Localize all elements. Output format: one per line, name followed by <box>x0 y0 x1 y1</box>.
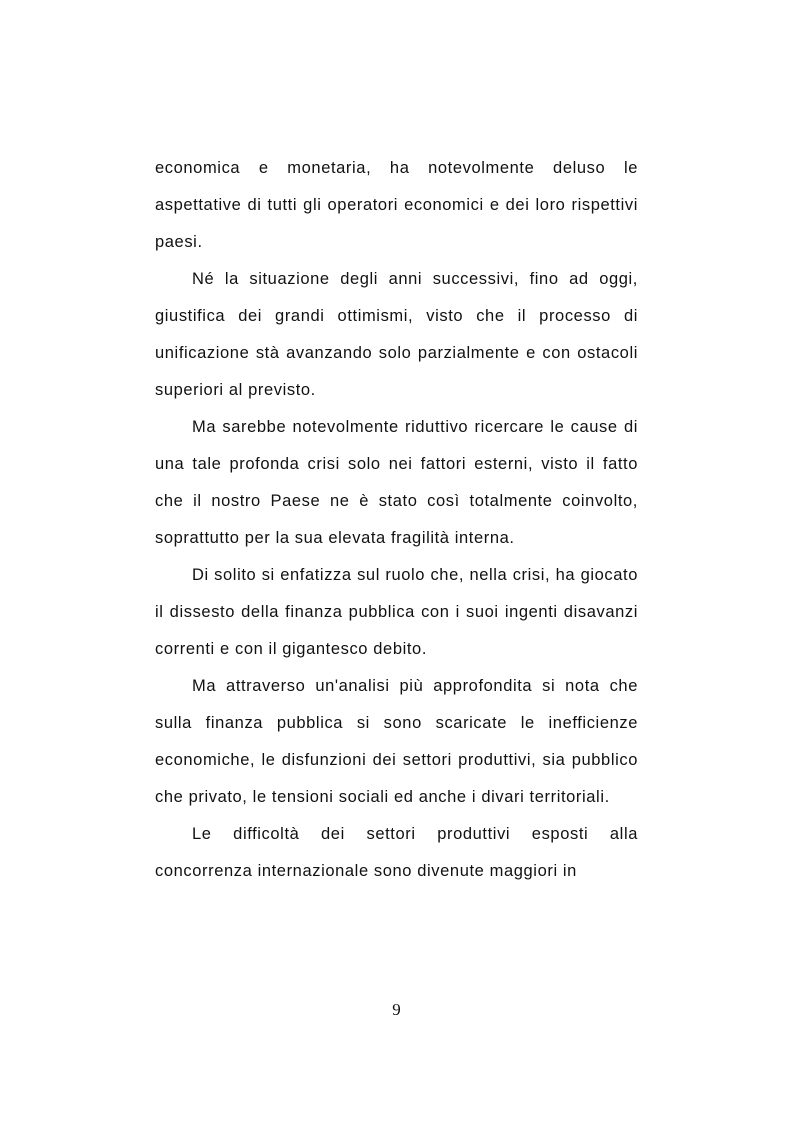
body-text <box>155 150 638 890</box>
paragraph-continued: economica e monetaria, ha notevolmente deluso le aspettative di tutti gli operatori economici e dei loro rispettivi paesi. <box>155 159 638 251</box>
page-number: 9 <box>392 1000 401 1019</box>
paragraph-truncated: Le difficoltà dei settori produttivi esposti alla concorrenza internazionale sono divenute maggiori in <box>155 825 638 880</box>
paragraph: Né la situazione degli anni successivi, fino ad oggi, giustifica dei grandi ottimismi, visto che il processo di unificazione stà avanzando solo parzialmente e con ostacoli superiori al previsto. <box>155 270 638 399</box>
paragraph: Ma sarebbe notevolmente riduttivo ricercare le cause di una tale profonda crisi solo nei fattori esterni, visto il fatto che il nostro Paese ne è stato così totalmente coinvolto, soprattutto per la sua elevata fragilità interna. <box>155 418 638 547</box>
paragraph: Ma attraverso un'analisi più approfondita si nota che sulla finanza pubblica si sono scaricate le inefficienze economiche, le disfunzioni dei settori produttivi, sia pubblico che privato, le tensioni sociali ed anche i divari territoriali. <box>155 677 638 806</box>
paragraph: Di solito si enfatizza sul ruolo che, nella crisi, ha giocato il dissesto della finanza pubblica con i suoi ingenti disavanzi correnti e con il gigantesco debito. <box>155 566 638 658</box>
